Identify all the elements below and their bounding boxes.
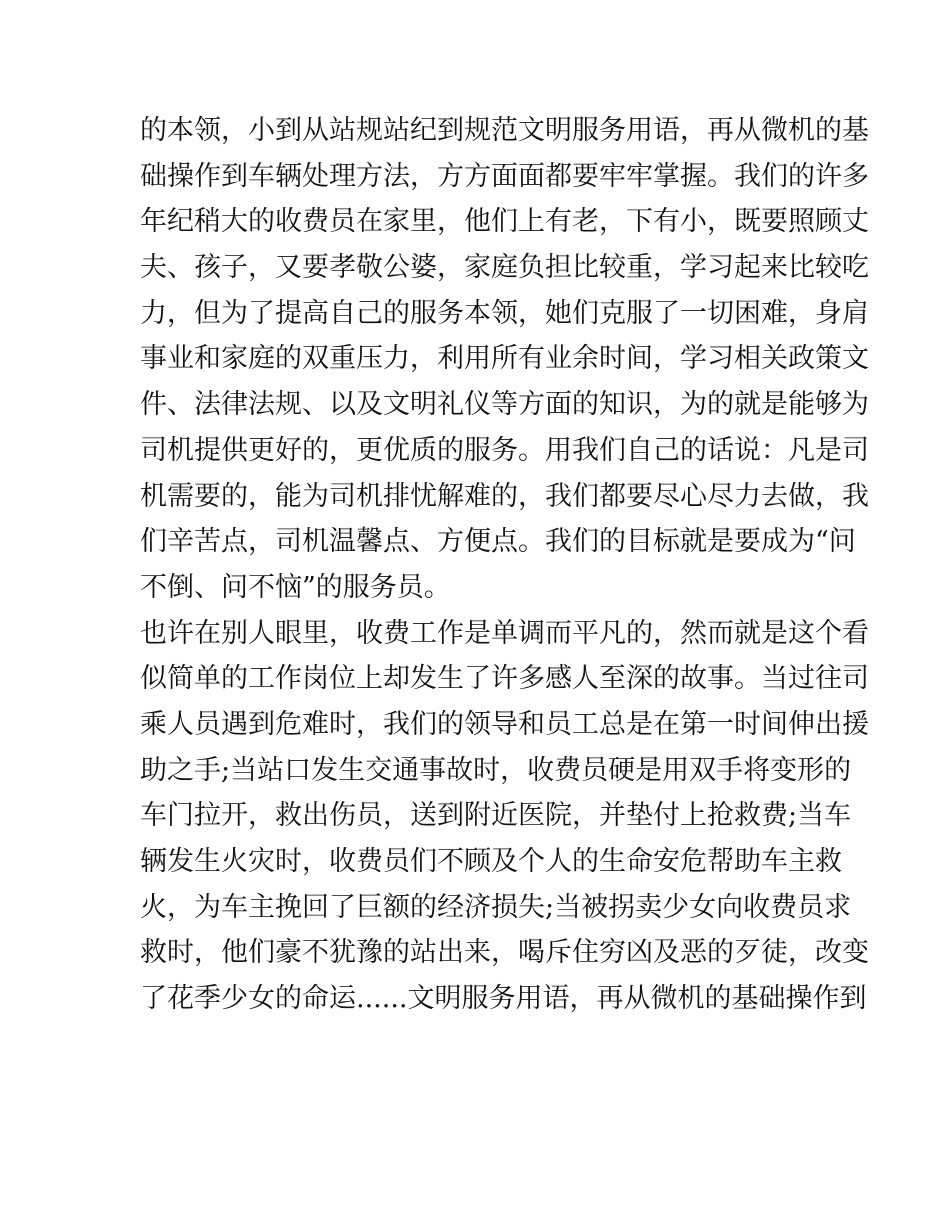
text-line: 救时，他们豪不犹豫的站出来，喝斥住穷凶及恶的歹徒，改变	[140, 937, 869, 969]
text-line: 件、法律法规、以及文明礼仪等方面的知识，为的就是能够为	[140, 389, 869, 421]
paragraph-start-line: 也许在别人眼里，收费工作是单调而平凡的，然而就是这个看	[140, 617, 869, 649]
text-line: 年纪稍大的收费员在家里，他们上有老，下有小，既要照顾丈	[140, 206, 869, 238]
text-line: 司机提供更好的，更优质的服务。用我们自己的话说：凡是司	[140, 434, 869, 466]
text-line: 础操作到车辆处理方法，方方面面都要牢牢掌握。我们的许多	[140, 160, 869, 192]
text-line: 不倒、问不恼”的服务员。	[140, 571, 451, 603]
text-line: 们辛苦点，司机温馨点、方便点。我们的目标就是要成为“问	[140, 526, 856, 558]
document-body	[140, 108, 869, 1022]
text-line: 辆发生火灾时，收费员们不顾及个人的生命安危帮助车主救	[140, 846, 842, 877]
text-line: 力，但为了提高自己的服务本领，她们克服了一切困难，身肩	[140, 297, 869, 329]
text-line: 火，为车主挽回了巨额的经济损失;当被拐卖少女向收费员求	[140, 891, 852, 923]
text-line: 事业和家庭的双重压力，利用所有业余时间，学习相关政策文	[140, 343, 869, 375]
text-line: 助之手;当站口发生交通事故时，收费员硬是用双手将变形的	[140, 754, 852, 786]
text-line: 夫、孩子，又要孝敬公婆，家庭负担比较重，学习起来比较吃	[140, 252, 869, 284]
text-line: 车门拉开，救出伤员，送到附近医院，并垫付上抢救费;当车	[140, 800, 852, 832]
text-line: 似简单的工作岗位上却发生了许多感人至深的故事。当过往司	[140, 663, 869, 695]
text-line: 的本领，小到从站规站纪到规范文明服务用语，再从微机的基	[140, 115, 869, 146]
text-line: 了花季少女的命运......文明服务用语，再从微机的基础操作到	[140, 983, 867, 1015]
text-line: 机需要的，能为司机排忧解难的，我们都要尽心尽力去做，我	[140, 480, 869, 512]
text-line: 乘人员遇到危难时，我们的领导和员工总是在第一时间伸出援	[140, 708, 869, 740]
